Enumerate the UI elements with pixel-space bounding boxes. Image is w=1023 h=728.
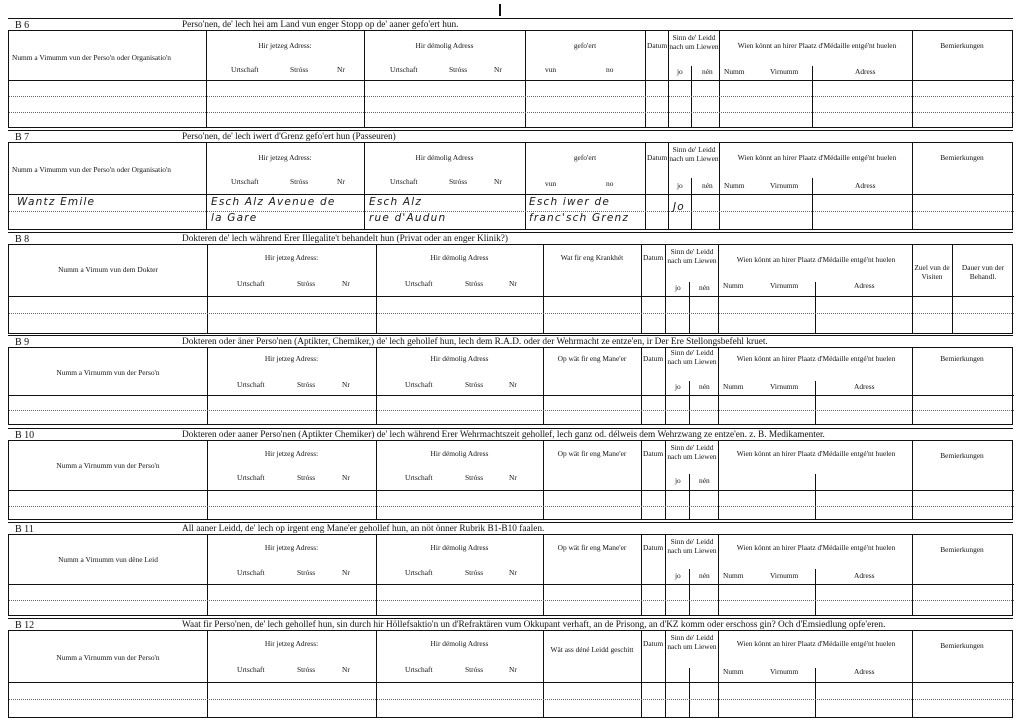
ortschaft-label: Urtschaft	[390, 177, 418, 186]
former-address-header: Hir démolig Adress	[430, 253, 489, 262]
strooss-label: Stróss	[465, 279, 484, 288]
nr-label: Nr	[337, 65, 345, 74]
illness-header: Wat fir eng Krankhét	[560, 253, 624, 262]
handwritten-route-2: franc'sch Grenz	[529, 212, 630, 224]
remarks-header: Bemierkungen	[940, 153, 984, 162]
strooss-label: Stróss	[297, 665, 316, 674]
vun-label: vun	[545, 179, 557, 188]
ortschaft-label: Urtschaft	[405, 665, 433, 674]
adress-label: Adress	[854, 571, 875, 580]
virnumm-label: Virnumm	[770, 67, 799, 76]
strooss-label: Stróss	[449, 65, 468, 74]
section-table	[8, 142, 1013, 230]
strooss-label: Stróss	[297, 279, 316, 288]
ortschaft-label: Urtschaft	[237, 279, 265, 288]
section-code: B 10	[15, 430, 35, 441]
remarks-header: Bemierkungen	[940, 641, 984, 650]
how-header: Op wät fir eng Mane'er	[557, 449, 627, 458]
former-address-header: Hir démolig Adress	[415, 153, 474, 162]
ortschaft-label: Urtschaft	[231, 65, 259, 74]
nr-label: Nr	[342, 665, 350, 674]
datum-header: Datum	[647, 153, 668, 162]
what-happened-header: Wät ass déné Leidd geschitt	[550, 645, 634, 654]
virnumm-label: Virnumm	[770, 281, 799, 290]
datum-header: Datum	[643, 449, 664, 458]
strooss-label: Stróss	[297, 568, 316, 577]
jo-label: jo	[675, 382, 681, 391]
former-address-header: Hir démolig Adress	[430, 449, 489, 458]
medal-header: Wien könnt an hirer Plaatz d'Médaille entgé'nt huelen	[736, 543, 896, 552]
former-address-header: Hir démolig Adress	[430, 354, 489, 363]
adress-label: Adress	[854, 667, 875, 676]
alive-header: Sinn de' Leidd nach um Liewen	[667, 537, 717, 555]
section-title: All aaner Leidd, de' lech op irgent eng Mane'er gehollef hun, an nöt önner Rubrik B1-B10 faalen.	[182, 524, 545, 534]
vun-label: vun	[545, 65, 557, 74]
jo-label: jo	[677, 67, 683, 76]
strooss-label: Stróss	[465, 380, 484, 389]
name-person-header: Numm a Virnumm vun der Perso'n	[56, 653, 160, 662]
section-title: Dokteren de' lech während Erer Illegalite't behandelt hun (Privat oder an enger Klinik?)	[182, 234, 509, 244]
remarks-header: Bemierkungen	[940, 354, 984, 363]
strooss-label: Stróss	[297, 473, 316, 482]
handwritten-route-1: Esch iwer de	[529, 196, 611, 208]
name-leid-header: Numm a Virnumm vun dëne Leid	[58, 555, 158, 564]
medal-header: Wien könnt an hirer Plaatz d'Médaille entgé'nt huelen	[737, 41, 897, 50]
zuel-visiten-header: Zuel vun de Visiten	[914, 263, 950, 281]
ortschaft-label: Urtschaft	[237, 568, 265, 577]
nr-label: Nr	[494, 65, 502, 74]
medal-header: Wien könnt an hirer Plaatz d'Médaille entgé'nt huelen	[737, 153, 897, 162]
alive-header: Sinn de' Leidd nach um Liewen	[667, 247, 717, 265]
strooss-label: Stróss	[449, 177, 468, 186]
current-address-header: Hir jetzeg Adress:	[264, 253, 319, 262]
current-address-header: Hir jetzeg Adress:	[264, 354, 319, 363]
section-title: Perso'nen, de' lech iwert d'Grenz gefo'ert hun (Passeuren)	[182, 132, 396, 142]
strooss-label: Stróss	[465, 568, 484, 577]
alive-header: Sinn de' Leidd nach um Liewen	[669, 33, 719, 51]
how-header: Op wät fir eng Mane'er	[557, 543, 627, 552]
section-table	[8, 440, 1013, 520]
datum-header: Datum	[647, 41, 668, 50]
section-code: B 9	[15, 337, 30, 348]
section-title: Waat fir Perso'nen, de' lech gehollef hun, sin durch hir Höllefsaktio'n un d'Refraktären vum Okkupant verhaft, an de Prisong, an d'KZ komm oder erschoss gin? Och d'Emsiedlung opfe'eren.	[182, 620, 886, 630]
jo-label: jo	[675, 476, 681, 485]
strooss-label: Stróss	[290, 177, 309, 186]
strooss-label: Stróss	[465, 473, 484, 482]
jo-label: jo	[675, 283, 681, 292]
nen-label: nén	[702, 67, 713, 76]
name-org-header: Numm a Vimumm vun der Perso'n oder Organisatio'n	[12, 53, 171, 62]
handwritten-name: Wantz Emile	[17, 196, 96, 208]
section-code: B 11	[15, 524, 34, 535]
nen-label: nén	[699, 476, 710, 485]
section-code: B 7	[15, 132, 30, 143]
ortschaft-label: Urtschaft	[231, 177, 259, 186]
ortschaft-label: Urtschaft	[405, 568, 433, 577]
nr-label: Nr	[494, 177, 502, 186]
ortschaft-label: Urtschaft	[237, 473, 265, 482]
ortschaft-label: Urtschaft	[237, 665, 265, 674]
strooss-label: Stróss	[290, 65, 309, 74]
virnumm-label: Virnumm	[770, 667, 799, 676]
remarks-header: Bemierkungen	[940, 451, 984, 460]
name-org-header: Numm a Vimumm vun der Perso'n oder Organisatio'n	[12, 165, 171, 174]
virnumm-label: Virnumm	[770, 571, 799, 580]
name-doctor-header: Numm a Virnum vun dem Dokter	[58, 265, 158, 274]
handwritten-current-address-2: la Gare	[211, 212, 258, 224]
alive-header: Sinn de' Leidd nach um Liewen	[669, 145, 719, 163]
nen-label: nén	[699, 382, 710, 391]
handwritten-current-address-1: Esch Alz Avenue de	[211, 196, 336, 208]
adress-label: Adress	[854, 382, 875, 391]
handwritten-former-address-2: rue d'Audun	[369, 212, 447, 224]
current-address-header: Hir jetzeg Adress:	[258, 153, 312, 162]
remarks-header: Bemierkungen	[940, 41, 984, 50]
nr-label: Nr	[342, 473, 350, 482]
dauer-header: Dauer vun der Behandl.	[961, 263, 1005, 281]
nen-label: nén	[699, 283, 710, 292]
adress-label: Adress	[854, 281, 875, 290]
strooss-label: Stróss	[297, 380, 316, 389]
section-table	[8, 630, 1013, 718]
gefoert-header: gefo'ert	[573, 153, 597, 162]
section-table	[8, 244, 1013, 334]
adress-label: Adress	[855, 181, 876, 190]
datum-header: Datum	[643, 354, 664, 363]
datum-header: Datum	[643, 543, 664, 552]
nen-label: nén	[699, 571, 710, 580]
medal-header: Wien könnt an hirer Plaatz d'Médaille entgé'nt huelen	[736, 639, 896, 648]
nr-label: Nr	[337, 177, 345, 186]
strooss-label: Stróss	[465, 665, 484, 674]
name-person-header: Numm a Virnumm vun der Perso'n	[56, 461, 160, 470]
section-code: B 8	[15, 234, 30, 245]
former-address-header: Hir démolig Adress	[430, 639, 489, 648]
handwritten-former-address-1: Esch Alz	[369, 196, 423, 208]
nr-label: Nr	[509, 568, 517, 577]
nr-label: Nr	[509, 665, 517, 674]
numm-label: Numm	[723, 667, 744, 676]
top-tick-mark	[499, 4, 501, 16]
current-address-header: Hir jetzeg Adress:	[258, 41, 312, 50]
section-title: Dokteren oder aaner Perso'nen (Aptikter Chemiker) de' lech während Erer Wehrmachtszeit gehollef, lech ganz od. délweis dem Wehrzwang ze entze'en. z. B. Medikamenter.	[182, 430, 825, 440]
alive-header: Sinn de' Leidd nach um Liewen	[667, 443, 717, 461]
current-address-header: Hir jetzeg Adress:	[264, 543, 319, 552]
jo-label: jo	[677, 181, 683, 190]
ortschaft-label: Urtschaft	[405, 380, 433, 389]
gefoert-header: gefo'ert	[573, 41, 597, 50]
nr-label: Nr	[342, 568, 350, 577]
remarks-header: Bemierkungen	[940, 545, 984, 554]
alive-header: Sinn de' Leidd nach um Liewen	[667, 348, 717, 366]
section-title: Dokteren oder äner Perso'nen (Aptikter, Chemiker,) de' lech gehollef hun, lech dem R.A.D. oder der Wehrmacht ze entze'en, ir Der Ere Stellongsbefehl kruet.	[182, 337, 768, 347]
nr-label: Nr	[509, 279, 517, 288]
jo-label: jo	[675, 571, 681, 580]
section-table	[8, 534, 1013, 616]
current-address-header: Hir jetzeg Adress:	[264, 639, 319, 648]
alive-header: Sinn de' Leidd nach um Liewen	[667, 633, 717, 651]
ortschaft-label: Urtschaft	[390, 65, 418, 74]
virnumm-label: Virnumm	[770, 181, 799, 190]
virnumm-label: Virnumm	[770, 382, 799, 391]
numm-label: Numm	[723, 281, 744, 290]
numm-label: Numm	[724, 181, 745, 190]
medal-header: Wien könnt an hirer Plaatz d'Médaille entgé'nt huelen	[736, 449, 896, 458]
how-header: Op wät fir eng Mane'er	[557, 354, 627, 363]
numm-label: Numm	[723, 571, 744, 580]
numm-label: Numm	[724, 67, 745, 76]
handwritten-jo-mark: Jo	[673, 201, 685, 213]
ortschaft-label: Urtschaft	[237, 380, 265, 389]
adress-label: Adress	[855, 67, 876, 76]
section-title: Perso'nen, de' lech hei am Land vun enger Stopp op de' aaner gefo'ert hun.	[182, 20, 459, 30]
nr-label: Nr	[509, 473, 517, 482]
nr-label: Nr	[342, 279, 350, 288]
section-table	[8, 30, 1013, 128]
no-label: no	[606, 65, 614, 74]
medal-header: Wien könnt an hirer Plaatz d'Médaille entgé'nt huelen	[736, 255, 896, 264]
ortschaft-label: Urtschaft	[405, 279, 433, 288]
no-label: no	[606, 179, 614, 188]
nr-label: Nr	[342, 380, 350, 389]
medal-header: Wien könnt an hirer Plaatz d'Médaille entgé'nt huelen	[736, 354, 896, 363]
former-address-header: Hir démolig Adress	[415, 41, 474, 50]
current-address-header: Hir jetzeg Adress:	[264, 449, 319, 458]
section-table	[8, 347, 1013, 425]
nen-label: nén	[702, 181, 713, 190]
section-code: B 6	[15, 20, 30, 31]
numm-label: Numm	[723, 382, 744, 391]
section-code: B 12	[15, 620, 35, 631]
name-person-header: Numm a Virnumm vun der Perso'n	[56, 368, 160, 377]
datum-header: Datum	[643, 639, 664, 648]
former-address-header: Hir démolig Adress	[430, 543, 489, 552]
nr-label: Nr	[509, 380, 517, 389]
ortschaft-label: Urtschaft	[405, 473, 433, 482]
datum-header: Datum	[643, 253, 664, 262]
